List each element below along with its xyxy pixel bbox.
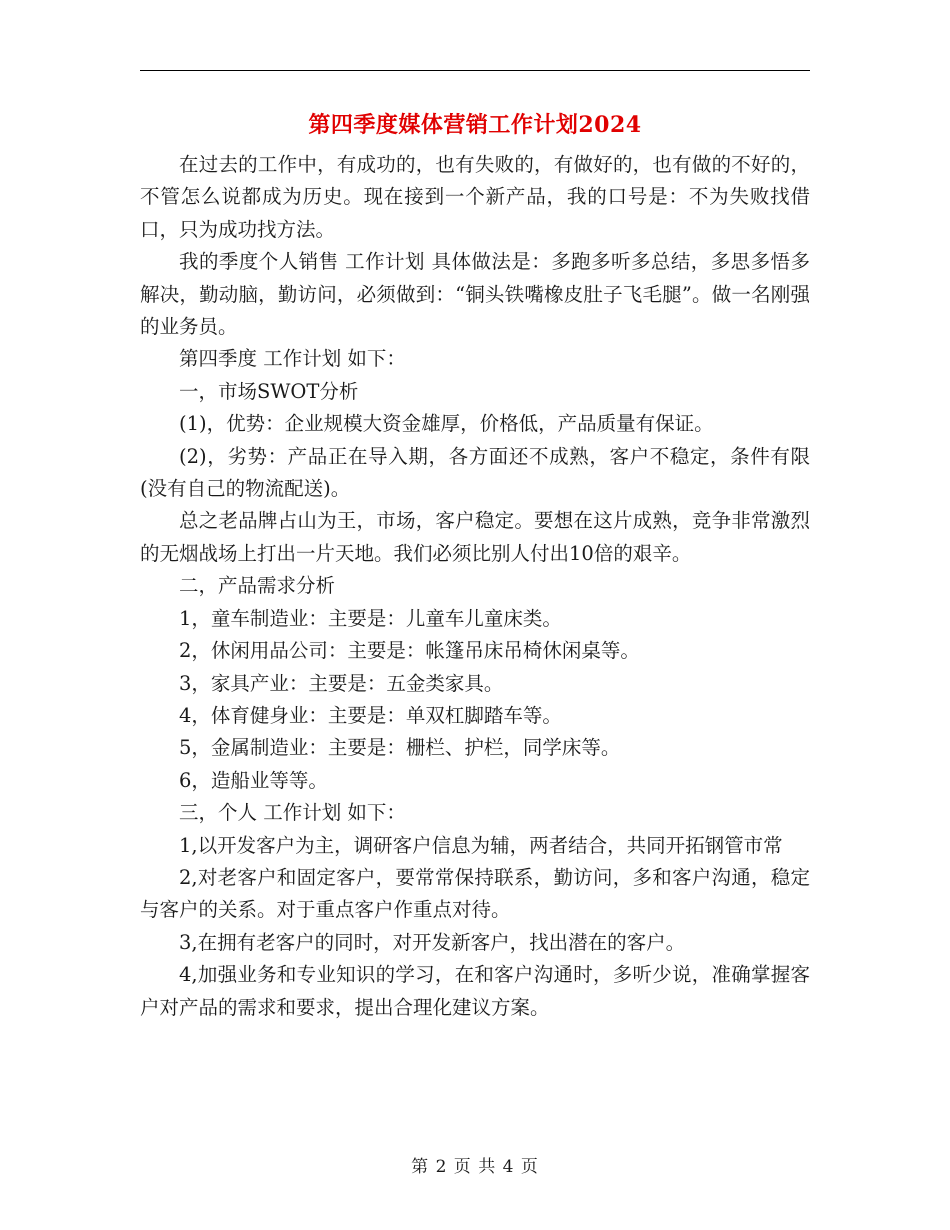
paragraph: 总之老品牌占山为王，市场，客户稳定。要想在这片成熟，竞争非常激烈的无烟战场上打出一片天地。我们必须比别人付出10倍的艰辛。 <box>140 509 810 565</box>
paragraph: 我的季度个人销售 工作计划 具体做法是：多跑多听多总结，多思多悟多解决，勤动脑，勤访问，必须做到：“铜头铁嘴橡皮肚子飞毛腿”。做一名刚强的业务员。 <box>140 250 810 339</box>
list-item: 2,对老客户和固定客户，要常常保持联系，勤访问，多和客户沟通，稳定与客户的关系。对于重点客户作重点对待。 <box>140 865 810 922</box>
paragraph: (1)，优势：企业规模大资金雄厚，价格低，产品质量有保证。 <box>179 412 714 436</box>
section-heading: 一，市场SWOT分析 <box>179 379 359 403</box>
list-item: 3,在拥有老客户的同时，对开发新客户，找出潜在的客户。 <box>179 930 686 954</box>
list-item: 6，造船业等等。 <box>179 768 328 792</box>
section-heading: 三，个人 工作计划 如下： <box>179 801 406 825</box>
header-rule <box>140 70 810 71</box>
list-item: 4，体育健身业：主要是：单双杠脚踏车等。 <box>179 703 562 727</box>
list-item: 1,以开发客户为主，调研客户信息为辅，两者结合，共同开拓钢管市常 <box>179 833 783 857</box>
list-item: 4,加强业务和专业知识的学习，在和客户沟通时，多听少说，准确掌握客户对产品的需求和要求，提出合理化建议方案。 <box>140 963 810 1019</box>
document-body <box>140 149 810 1024</box>
page-number-footer: 第 2 页 共 4 页 <box>411 1157 539 1177</box>
paragraph: 在过去的工作中，有成功的，也有失败的，有做好的，也有做的不好的，不管怎么说都成为历史。现在接到一个新产品，我的口号是：不为失败找借口，只为成功找方法。 <box>140 153 810 241</box>
list-item: 5，金属制造业：主要是：栅栏、护栏，同学床等。 <box>179 736 621 760</box>
list-item: 2，休闲用品公司：主要是：帐篷吊床吊椅休闲桌等。 <box>179 639 640 663</box>
paragraph: (2)，劣势：产品正在导入期，各方面还不成熟，客户不稳定，条件有限(没有自己的物流配送)。 <box>140 444 810 501</box>
section-heading: 二，产品需求分析 <box>179 574 336 598</box>
paragraph: 第四季度 工作计划 如下： <box>179 347 406 371</box>
document-title: 第四季度媒体营销工作计划2024 <box>308 112 642 138</box>
list-item: 3，家具产业：主要是：五金类家具。 <box>179 671 504 695</box>
list-item: 1，童车制造业：主要是：儿童车儿童床类。 <box>179 606 562 630</box>
